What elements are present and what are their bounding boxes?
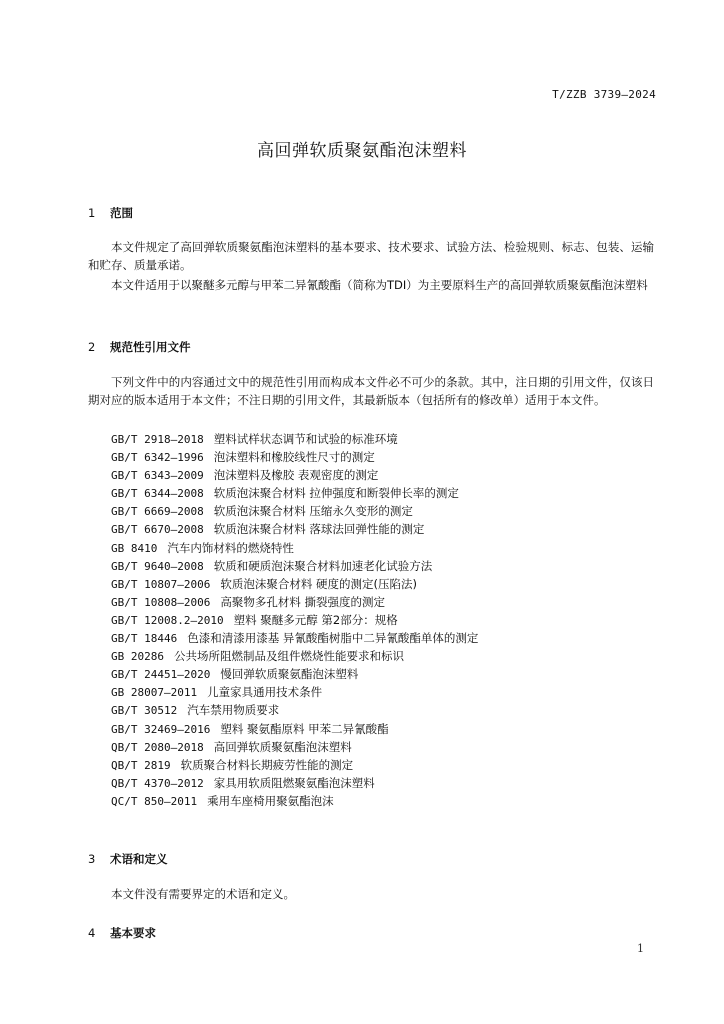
reference-code: GB/T 18446 xyxy=(111,632,178,646)
reference-item xyxy=(111,466,478,484)
normative-reference-list xyxy=(111,430,478,810)
reference-title: 软质和硬质泡沫聚合材料加速老化试验方法 xyxy=(213,558,433,573)
reference-item xyxy=(111,484,478,502)
reference-code: GB 28007—2011 xyxy=(111,686,198,700)
reference-item xyxy=(111,683,478,701)
reference-item xyxy=(111,502,478,520)
reference-code: GB/T 6342—1996 xyxy=(111,451,204,465)
section-1-paragraph-2: 本文件适用于以聚醚多元醇与甲苯二异氰酸酯（简称为TDI）为主要原料生产的高回弹软质聚氨酯泡沫塑料 xyxy=(111,278,648,292)
document-title: 高回弹软质聚氨酯泡沫塑料 xyxy=(257,141,467,161)
reference-code: GB/T 10807—2006 xyxy=(111,577,211,591)
reference-code: QB/T 2819 xyxy=(111,758,171,772)
section-2-title: 规范性引用文件 xyxy=(110,340,191,354)
reference-item xyxy=(111,557,478,575)
reference-title: 塑料 聚氨酯原料 甲苯二异氰酸酯 xyxy=(220,721,389,736)
reference-code: GB/T 24451—2020 xyxy=(111,668,211,682)
reference-code: GB/T 6344—2008 xyxy=(111,487,204,501)
section-3-title: 术语和定义 xyxy=(110,852,168,866)
reference-title: 高回弹软质聚氨酯泡沫塑料 xyxy=(213,739,352,754)
reference-item xyxy=(111,792,478,810)
section-1-number: 1 xyxy=(88,206,96,220)
section-2-number: 2 xyxy=(88,340,96,354)
section-3-paragraph-1: 本文件没有需要界定的术语和定义。 xyxy=(111,887,295,901)
section-4-heading xyxy=(88,925,156,941)
section-4-number: 4 xyxy=(88,926,96,940)
reference-code: QB/T 2080—2018 xyxy=(111,740,204,754)
reference-item xyxy=(111,720,478,738)
reference-item xyxy=(111,611,478,629)
reference-title: 塑料试样状态调节和试验的标准环境 xyxy=(213,432,398,446)
reference-code: GB/T 6343—2009 xyxy=(111,469,204,483)
reference-title: 公共场所阻燃制品及组件燃烧性能要求和标识 xyxy=(173,649,404,664)
reference-title: 色漆和清漆用漆基 异氰酸酯树脂中二异氰酸酯单体的测定 xyxy=(187,631,479,646)
section-2-paragraph-1: 下列文件中的内容通过文中的规范性引用而构成本文件必不可少的条款。其中，注日期的引用文件，仅该日期对应的版本适用于本文件；不注日期的引用文件，其最新版本（包括所有的修改单）适用于本文件。 xyxy=(88,375,654,407)
reference-item xyxy=(111,629,478,647)
page-number: 1 xyxy=(637,942,644,955)
reference-code: GB/T 6669—2008 xyxy=(111,505,204,519)
reference-code: QB/T 4370—2012 xyxy=(111,776,204,790)
reference-item xyxy=(111,520,478,538)
reference-code: QC/T 850—2011 xyxy=(111,794,198,808)
reference-code: GB/T 2918—2018 xyxy=(111,433,204,446)
reference-item xyxy=(111,774,478,792)
section-4-title: 基本要求 xyxy=(110,926,157,940)
reference-item xyxy=(111,756,478,774)
reference-title: 软质泡沫聚合材料 压缩永久变形的测定 xyxy=(213,504,413,519)
reference-code: GB/T 12008.2—2010 xyxy=(111,613,224,627)
section-1-heading xyxy=(88,205,133,221)
reference-item xyxy=(111,647,478,665)
reference-code: GB/T 30512 xyxy=(111,704,178,718)
reference-title: 慢回弹软质聚氨酯泡沫塑料 xyxy=(220,667,359,682)
reference-item xyxy=(111,539,478,557)
section-3-heading xyxy=(88,851,168,867)
reference-title: 软质泡沫聚合材料 硬度的测定(压陷法) xyxy=(220,576,417,591)
reference-title: 儿童家具通用技术条件 xyxy=(207,685,323,700)
reference-item xyxy=(111,430,478,448)
section-1-paragraph-1: 本文件规定了高回弹软质聚氨酯泡沫塑料的基本要求、技术要求、试验方法、检验规则、标志、包装、运输和贮存、质量承诺。 xyxy=(88,240,654,272)
reference-code: GB/T 10808—2006 xyxy=(111,595,211,609)
section-2-heading xyxy=(88,339,191,355)
reference-code: GB/T 32469—2016 xyxy=(111,722,211,736)
standard-code: T/ZZB 3739—2024 xyxy=(552,88,656,101)
reference-code: GB 8410 xyxy=(111,541,158,555)
reference-item xyxy=(111,665,478,683)
reference-code: GB/T 9640—2008 xyxy=(111,559,204,573)
reference-title: 高聚物多孔材料 撕裂强度的测定 xyxy=(220,594,385,609)
reference-item xyxy=(111,593,478,611)
reference-item xyxy=(111,575,478,593)
reference-item xyxy=(111,701,478,719)
reference-title: 汽车内饰材料的燃烧特性 xyxy=(167,540,294,555)
reference-item xyxy=(111,448,478,466)
reference-item xyxy=(111,738,478,756)
reference-title: 家具用软质阻燃聚氨酯泡沫塑料 xyxy=(213,775,375,790)
reference-title: 汽车禁用物质要求 xyxy=(187,703,280,718)
reference-title: 泡沫塑料和橡胶线性尺寸的测定 xyxy=(213,450,375,465)
reference-title: 乘用车座椅用聚氨酯泡沫 xyxy=(207,793,334,808)
reference-title: 软质泡沫聚合材料 拉伸强度和断裂伸长率的测定 xyxy=(213,486,459,501)
section-3-number: 3 xyxy=(88,852,96,866)
section-1-title: 范围 xyxy=(110,206,134,220)
reference-title: 软质泡沫聚合材料 落球法回弹性能的测定 xyxy=(213,522,425,537)
reference-title: 塑料 聚醚多元醇 第2部分：规格 xyxy=(233,612,398,627)
reference-code: GB 20286 xyxy=(111,650,164,664)
reference-title: 泡沫塑料及橡胶 表观密度的测定 xyxy=(213,468,379,483)
reference-code: GB/T 6670—2008 xyxy=(111,523,204,537)
reference-title: 软质聚合材料长期疲劳性能的测定 xyxy=(180,757,354,772)
